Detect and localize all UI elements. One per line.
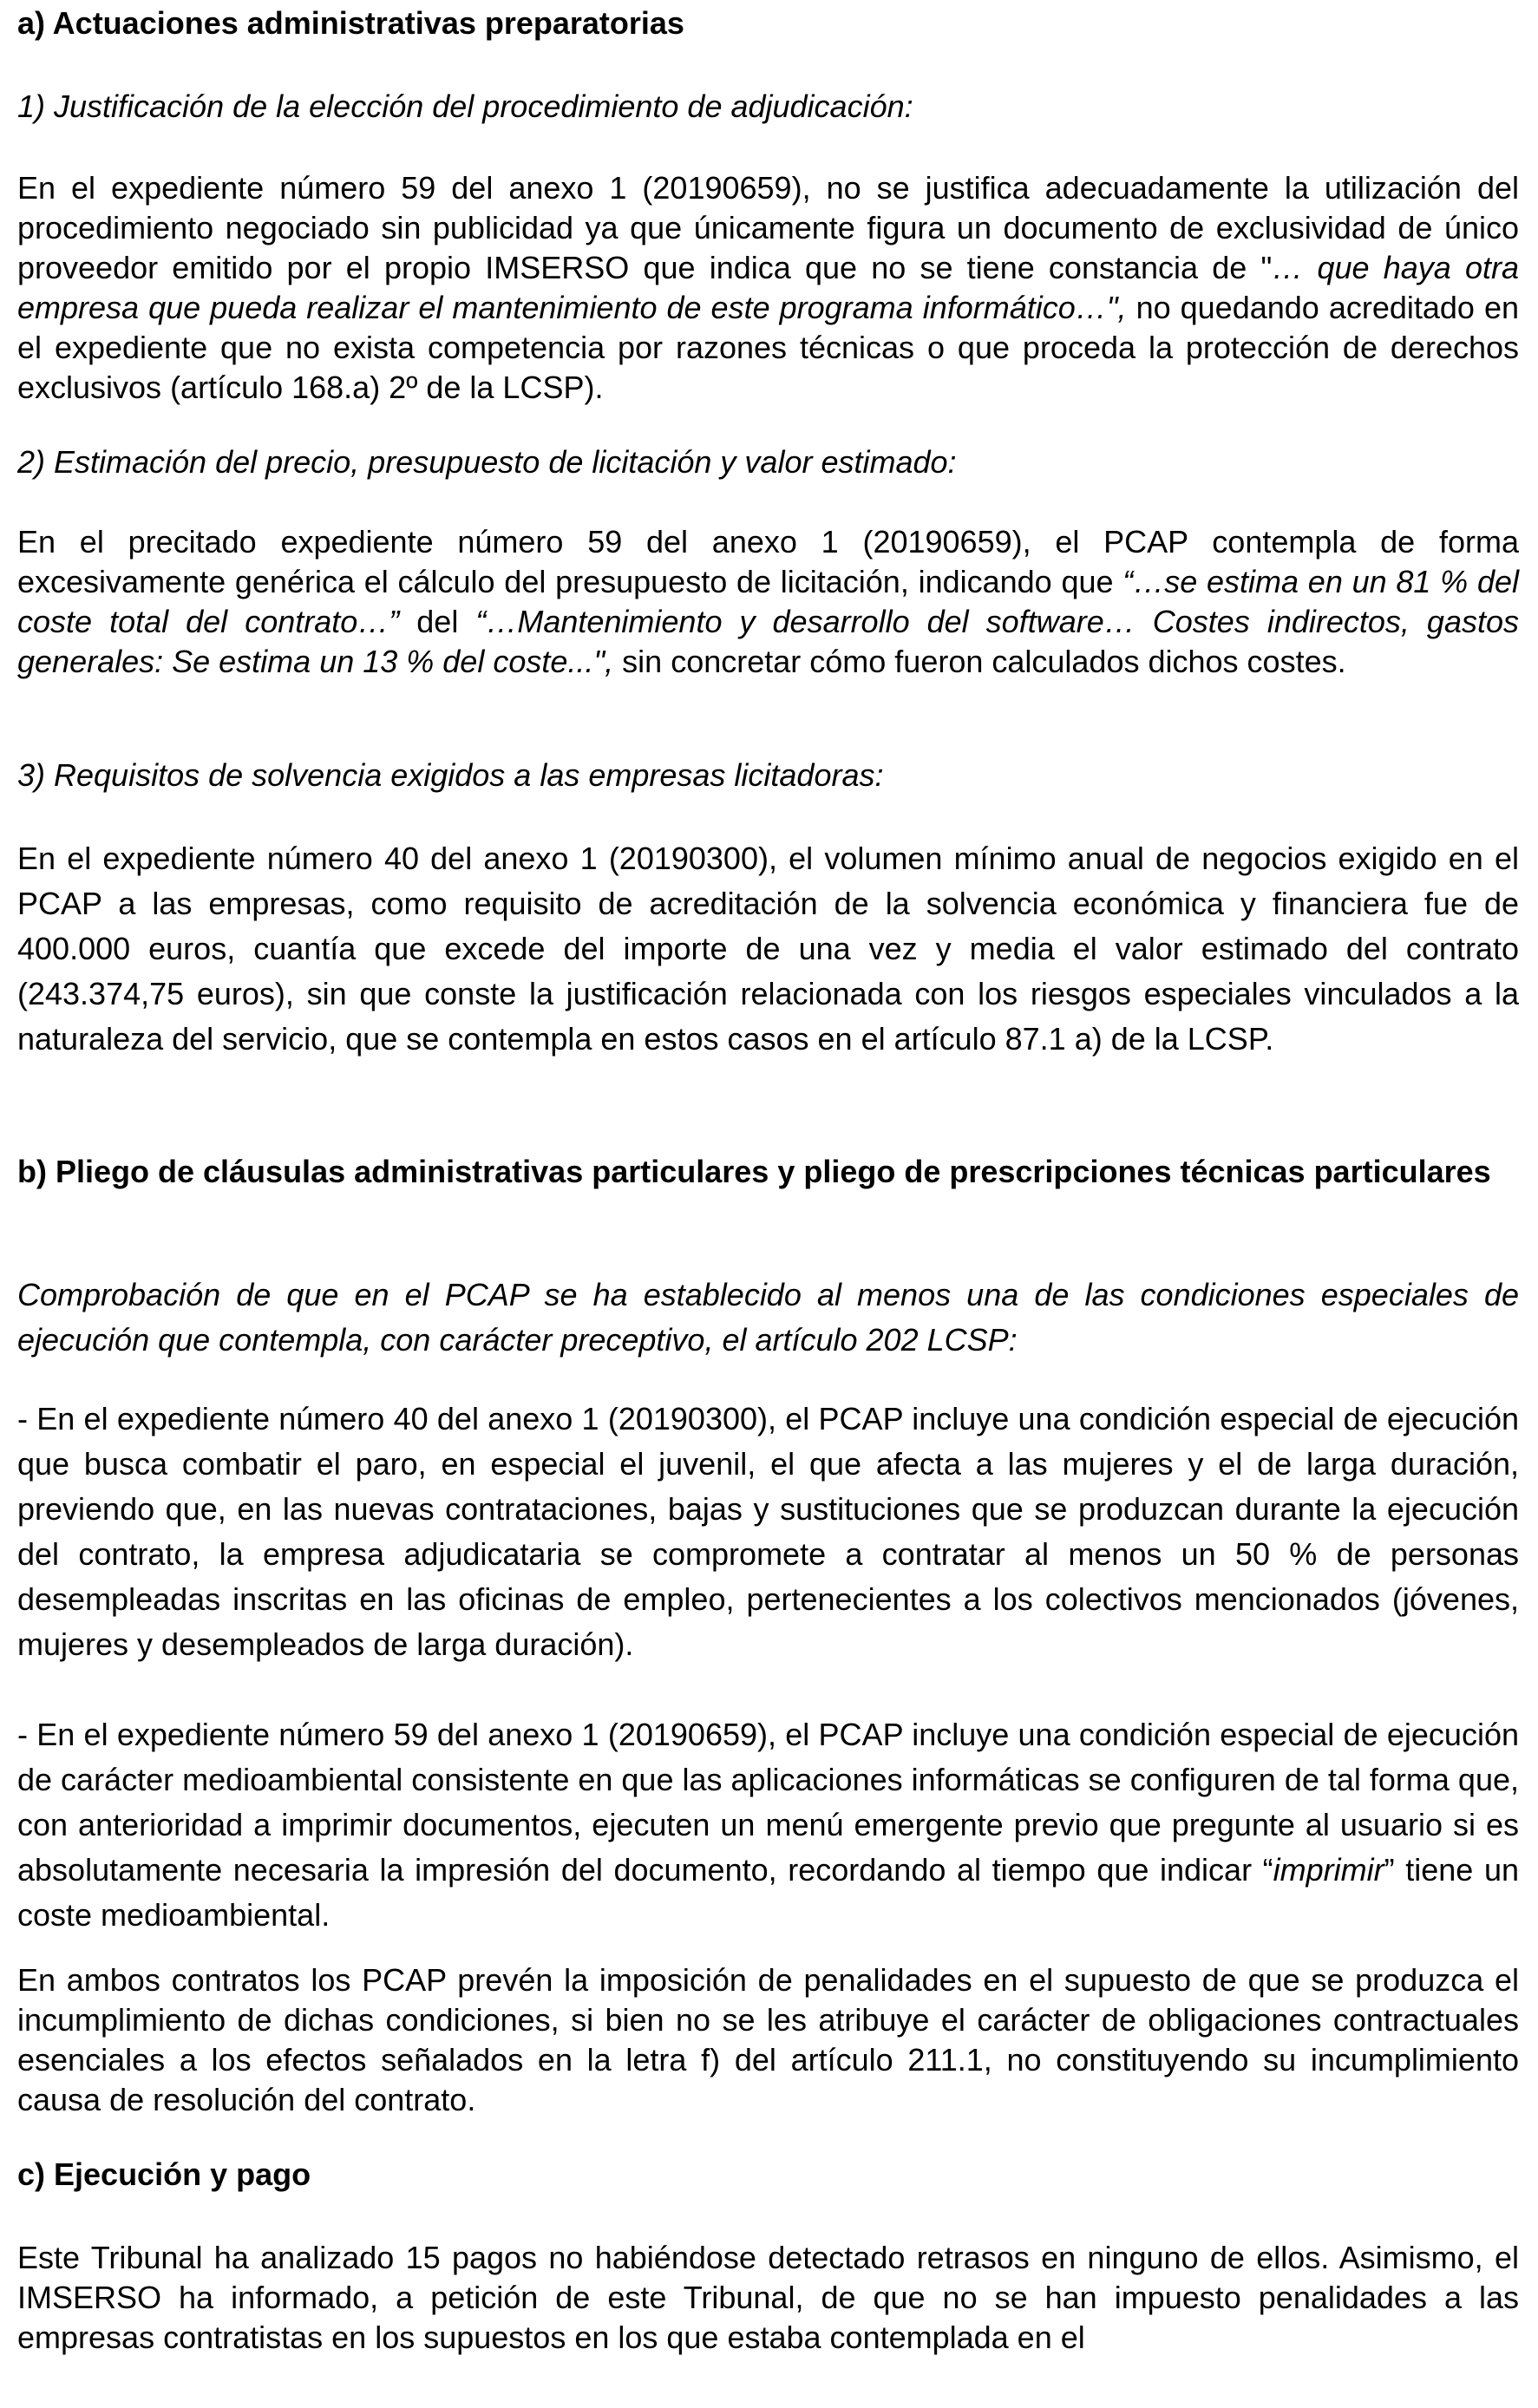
subsection-3-title: 3) Requisitos de solvencia exigidos a las empresas licitadoras: [17, 757, 884, 793]
paragraph-text: sin concretar cómo fueron calculados dichos costes. [613, 644, 1346, 679]
section-c-paragraph: Este Tribunal ha analizado 15 pagos no habiéndose detectado retrasos en ninguno de ellos. Asimismo, el IMSERSO ha informado, a petición de este Tribunal, de que no se han impuesto penalidades a las empresas contratistas en los supuestos en los que estaba contemplada en el [17, 2240, 1519, 2355]
paragraph-text: En el expediente número 59 del anexo 1 (20190659), no se justifica adecuadamente la utilización del procedimiento negociado sin publicidad ya que únicamente figura un documento de exclusividad de único proveedor emitido por el propio IMSERSO que indica que no se tiene constancia de " [17, 170, 1519, 285]
section-b-intro: Comprobación de que en el PCAP se ha establecido al menos una de las condiciones especiales de ejecución que contempla, con carácter preceptivo, el artículo 202 LCSP: [17, 1277, 1519, 1358]
section-b-bullet-1: - En el expediente número 40 del anexo 1 (20190300), el PCAP incluye una condición especial de ejecución que busca combatir el paro, en especial el juvenil, el que afecta a las mujeres y el de larga duración, previendo que, en las nuevas contrataciones, bajas y sustituciones que se produzcan durante la ejecución del contrato, la empresa adjudicataria se compromete a contratar al menos un 50 % de personas desempleadas inscritas en las oficinas de empleo, pertenecientes a los colectivos mencionados (jóvenes, mujeres y desempleados de larga duración). [17, 1401, 1519, 1662]
quoted-text: “…se estima en un 81 % del coste total del contrato…” [17, 564, 1519, 639]
paragraph-text: - En el expediente número 59 del anexo 1 (20190659), el PCAP incluye una condición especial de ejecución de carácter medioambiental consistente en que las aplicaciones informáticas se configuren de tal forma que, con anterioridad a imprimir documentos, ejecuten un menú emergente previo que pregunte al usuario si es absolutamente necesaria la impresión del documento, recordando al tiempo que indicar “ [17, 1717, 1519, 1888]
section-b-final-paragraph: En ambos contratos los PCAP prevén la imposición de penalidades en el supuesto de que se produzca el incumplimiento de dichas condiciones, si bien no se les atribuye el carácter de obligaciones contractuales esenciales a los efectos señalados en la letra f) del artículo 211.1, no constituyendo su incumplimiento causa de resolución del contrato. [17, 1962, 1519, 2117]
section-a-heading: a) Actuaciones administrativas preparatorias [17, 5, 684, 41]
emphasis-text: imprimir [1273, 1852, 1384, 1888]
paragraph-text: ” tiene un coste medioambiental. [17, 1852, 1519, 1933]
quoted-text: “…Mantenimiento y desarrollo del software… Costes indirectos, gastos generales: Se estima un 13 % del coste...", [17, 604, 1519, 679]
subsection-3-paragraph: En el expediente número 40 del anexo 1 (20190300), el volumen mínimo anual de negocios exigido en el PCAP a las empresas, como requisito de acreditación de la solvencia económica y financiera fue de 400.000 euros, cuantía que excede del importe de una vez y media el valor estimado del contrato (243.374,75 euros), sin que conste la justificación relacionada con los riesgos especiales vinculados a la naturaleza del servicio, que se contempla en estos casos en el artículo 87.1 a) de la LCSP. [17, 841, 1519, 1057]
subsection-1-paragraph [17, 168, 1519, 408]
section-c-heading: c) Ejecución y pago [17, 2156, 311, 2192]
subsection-1-title: 1) Justificación de la elección del procedimiento de adjudicación: [17, 88, 913, 124]
paragraph-text: del [399, 604, 476, 639]
paragraph-text: no quedando acreditado en el expediente que no exista competencia por razones técnicas o que proceda la protección de derechos exclusivos (artículo 168.a) 2º de la LCSP). [17, 290, 1519, 405]
paragraph-text: En el precitado expediente número 59 del anexo 1 (20190659), el PCAP contempla de forma excesivamente genérica el cálculo del presupuesto de licitación, indicando que [17, 524, 1519, 599]
subsection-2-title: 2) Estimación del precio, presupuesto de licitación y valor estimado: [17, 444, 957, 480]
quoted-text: … que haya otra empresa que pueda realizar el mantenimiento de este programa informático…", [17, 250, 1519, 325]
section-b-heading: b) Pliego de cláusulas administrativas particulares y pliego de prescripciones técnicas particulares [17, 1154, 1491, 1189]
subsection-2-paragraph [17, 522, 1519, 682]
section-b-bullet-2 [17, 1712, 1519, 1938]
